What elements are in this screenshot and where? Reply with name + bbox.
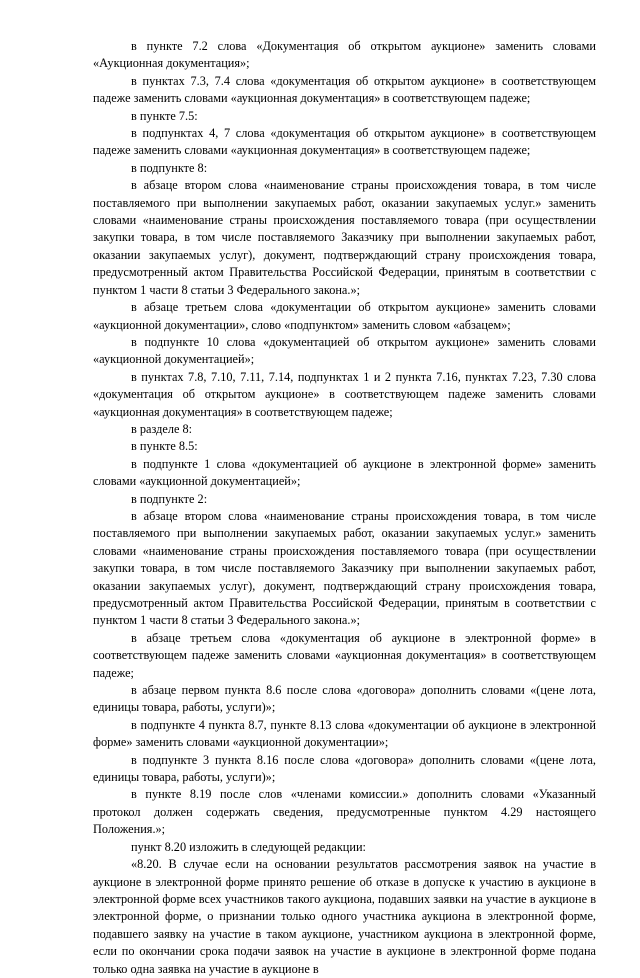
paragraph: в абзаце третьем слова «документации об открытом аукционе» заменить словами «аукционной документации», слово «подпунктом» заменить словом «абзацем»;: [93, 300, 596, 332]
paragraph: в подпунктах 4, 7 слова «документация об открытом аукционе» в соответствующем падеже заменить словами «аукционная документация» в соответствующем падеже;: [93, 126, 596, 158]
paragraph: в пункте 7.2 слова «Документация об открытом аукционе» заменить словами «Аукционная документация»;: [93, 39, 596, 71]
paragraph: в разделе 8:: [131, 421, 193, 436]
paragraph: в пунктах 7.3, 7.4 слова «документация об открытом аукционе» в соответствующем падеже заменить словами «аукционная документация» в соответствующем падеже;: [93, 73, 596, 106]
paragraph: в абзаце третьем слова «документация об аукционе в электронной форме» в соответствующем падеже заменить словами «аукционная документация» в соответствующем падеже;: [93, 630, 596, 680]
paragraph: в подпункте 4 пункта 8.7, пункте 8.13 слова «документации об аукционе в электронной форме» заменить словами «аукционной документации»;: [93, 717, 596, 750]
paragraph: пункт 8.20 изложить в следующей редакции:: [131, 839, 366, 854]
paragraph: в пункте 8.19 после слов «членами комиссии.» дополнить словами «Указанный протокол должен содержать сведения, предусмотренные пунктом 4.29 настоящего Положения.»;: [93, 787, 596, 837]
paragraph: «8.20. В случае если на основании результатов рассмотрения заявок на участие в аукционе в электронной форме принято решение об отказе в допуске к участию в аукционе в электронной форме всех участников такого аукциона, подавших заявки на участие в аукционе в электронной форме, о признании только одного участника аукциона в электронной форме, подавшего заявку на участие в таком аукционе, участником аукциона в электронной форме, если по окончании срока подачи заявок на участие в аукционе в электронной форме подана только одна заявка на участие в аукционе в: [93, 857, 596, 976]
paragraph: в пункте 7.5:: [131, 108, 198, 123]
paragraph: в подпункте 8:: [131, 160, 208, 175]
paragraph: в подпункте 1 слова «документацией об аукционе в электронной форме» заменить словами «аукционной документацией»;: [93, 456, 596, 489]
paragraph: в абзаце первом пункта 8.6 после слова «договора» дополнить словами «(цене лота, единицы товара, работы, услуги)»;: [93, 683, 596, 715]
paragraph: в абзаце втором слова «наименование страны происхождения товара, в том числе поставляемого при выполнении закупаемых работ, оказании закупаемых услуг.» заменить словами «наименование страны происхождения поставляемого товара (при осуществлении закупки товара, в том числе поставляемого Заказчику при выполнении закупаемых работ, оказании закупаемых услуг), документ, подтверждающий страну происхождения товара, предусмотренный актом Правительства Российской Федерации, принятым в соответствии с пунктом 1 части 8 статьи 3 Федерального закона.»;: [93, 508, 596, 628]
paragraph: в подпункте 3 пункта 8.16 после слова «договора» дополнить словами «(цене лота, единицы товара, работы, услуги)»;: [93, 752, 596, 785]
paragraph: в подпункте 10 слова «документацией об открытом аукционе» заменить словами «аукционной документацией»;: [93, 334, 596, 367]
document-page: [93, 38, 596, 978]
paragraph: в пункте 8.5:: [131, 439, 198, 454]
paragraph: в пунктах 7.8, 7.10, 7.11, 7.14, подпунктах 1 и 2 пункта 7.16, пунктах 7.23, 7.30 слова «документация об открытом аукционе» в соответствующем падеже заменить словами «аукционная документация» в соответствующем падеже;: [93, 369, 596, 419]
paragraph: в подпункте 2:: [131, 491, 208, 506]
paragraph: в абзаце втором слова «наименование страны происхождения товара, в том числе поставляемого при выполнении закупаемых работ, оказании закупаемых услуг.» заменить словами «наименование страны происхождения поставляемого товара (при осуществлении закупки товара, в том числе поставляемого Заказчику при выполнении закупаемых работ, оказании закупаемых услуг), документ, подтверждающий страну происхождения товара, предусмотренный актом Правительства Российской Федерации, принятым в соответствии с пунктом 1 части 8 статьи 3 Федерального закона.»;: [93, 178, 596, 297]
